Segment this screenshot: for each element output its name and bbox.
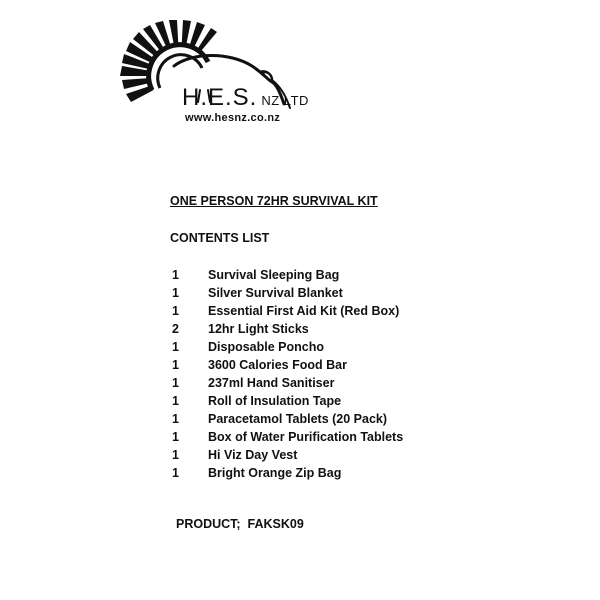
item-name: Bright Orange Zip Bag — [208, 466, 342, 480]
list-item — [172, 338, 403, 356]
item-name: 237ml Hand Sanitiser — [208, 376, 335, 390]
list-item — [172, 428, 403, 446]
brand-url: www.hesnz.co.nz — [185, 112, 281, 124]
item-name: Roll of Insulation Tape — [208, 394, 342, 408]
item-quantity: 1 — [172, 448, 179, 462]
brand-name — [182, 84, 309, 112]
list-item — [172, 284, 403, 302]
list-item — [172, 446, 403, 464]
item-name: Box of Water Purification Tablets — [208, 430, 404, 444]
item-quantity: 1 — [172, 430, 179, 444]
item-quantity: 1 — [172, 376, 179, 390]
item-quantity: 1 — [172, 412, 179, 426]
list-item — [172, 320, 403, 338]
list-item — [172, 374, 403, 392]
item-name: Hi Viz Day Vest — [208, 448, 298, 462]
item-quantity: 1 — [172, 304, 179, 318]
item-quantity: 1 — [172, 286, 179, 300]
list-item — [172, 410, 403, 428]
company-logo — [112, 18, 309, 133]
brand-suffix: NZ LTD — [261, 93, 309, 108]
list-item — [172, 392, 403, 410]
item-name: Disposable Poncho — [208, 340, 324, 354]
product-label: PRODUCT; — [176, 517, 241, 531]
item-quantity: 1 — [172, 268, 179, 282]
item-name: Paracetamol Tablets (20 Pack) — [208, 412, 388, 426]
item-quantity: 1 — [172, 466, 179, 480]
list-item — [172, 464, 403, 482]
item-quantity: 1 — [172, 394, 179, 408]
document-title: ONE PERSON 72HR SURVIVAL KIT — [170, 194, 378, 208]
item-name: Silver Survival Blanket — [208, 286, 343, 300]
list-item — [172, 266, 403, 284]
item-name: 12hr Light Sticks — [208, 322, 309, 336]
item-name: Essential First Aid Kit (Red Box) — [208, 304, 400, 318]
contents-list — [172, 266, 403, 482]
product-code-line — [176, 517, 304, 531]
item-name: Survival Sleeping Bag — [208, 268, 340, 282]
list-item — [172, 302, 403, 320]
item-name: 3600 Calories Food Bar — [208, 358, 347, 372]
item-quantity: 1 — [172, 358, 179, 372]
contents-heading: CONTENTS LIST — [170, 231, 270, 245]
product-code: FAKSK09 — [247, 517, 304, 531]
item-quantity: 2 — [172, 322, 179, 336]
brand-name-text: H.E.S. — [182, 84, 258, 111]
list-item — [172, 356, 403, 374]
item-quantity: 1 — [172, 340, 179, 354]
